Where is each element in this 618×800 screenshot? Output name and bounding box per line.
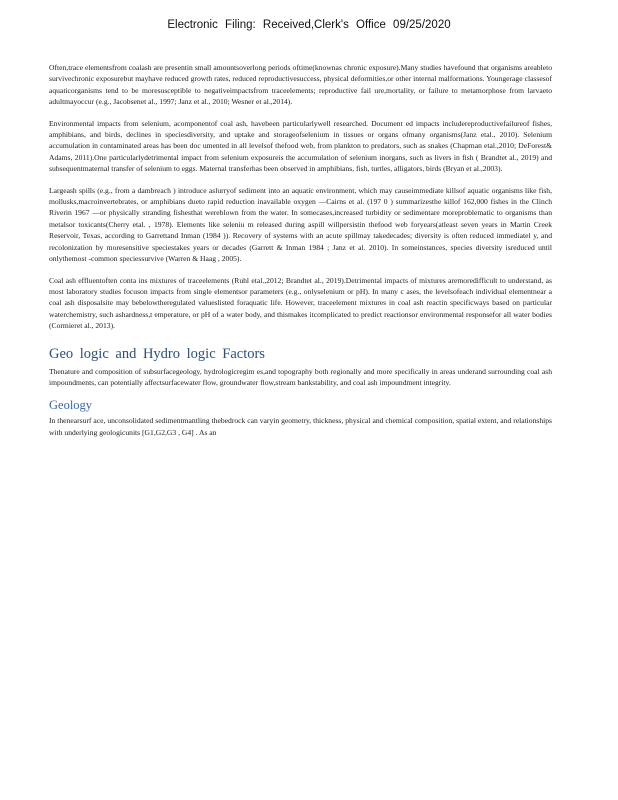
paragraph-selenium-impacts: Environmental impacts from selenium, acomponentof coal ash, havebeen particularlywell researched. Document ed impacts includereproductivefailureof fishes, amphibians, and birds, declines in speciesdiversity, and uptake and storageofselenium in tissues or organs ofmany organisms(Janz etal., 2010). Selenium accumulation in contaminated areas has been doc umented in all levelsof thefood web, from plankton to predators, such as snakes (Chapman etal.,2010; DeForest& Adams, 2011).One particularlydetrimental impact from selenium exposureis the accumulation of selenium inorgans, such as livers in fish ( Brandtet al., 2019) and subsequentmaternal transfer of selenium to eggs. Maternal transferhas been observed in amphibians, fish, turtles, alligators, birds (Bryan et al.,2003). — [49, 118, 552, 174]
paragraph-geology: In thenearsurf ace, unconsolidated sedimentmantling thebedrock can varyin geometry, thickness, physical and chemical composition, spatial extent, and relationships with underlying geologicunits [G1,G2,G3 , G4] . As an — [49, 416, 552, 437]
paragraph-ash-spills: Largeash spills (e.g., from a dambreach ) introduce aslurryof sediment into an aquatic environment, which may causeimmediate killsof aquatic organisms like fish, mollusks,macroinvertebrates, or amphibians dueto rapid reduction inavailable oxygen —Cairns et al. (197 0 ) summarizesthe killof 162,000 fishes in the Clinch Riverin 1967 —or physically stranding fishesthat wereblown from the water. In somecases,increased turbidity or sedimentare moreproblematic to organisms than metalsor toxicants(Cherry etal. , 1978). Elements like seleniu m released during aspill willpersistin thefood web foryears(atleast seven years in Martin Creek Reservoir, Texas, according to Garrettand Inman (1984 )). Recovery of systems with an acute spillmay takedecades; diversity is often reduced immediatel y, and recolonization by moresensitive speciestakes years or decades (Garrett & Inman 1984 ; Janz et al. 2010). In someinstances, species diversity isreduced until onlythemost -common speciessurvive (Warren & Haag , 2005). — [49, 185, 552, 264]
section-heading-geology: Geology — [49, 398, 93, 413]
paragraph-effluent-mixtures: Coal ash effluentoften conta ins mixtures of traceelements (Ruhl etal.,2012; Brandtet al., 2019).Detrimental impacts of mixtures aremoredifficult to understand, as most laboratory studies focuson impacts from single elementsor parameters (e.g., onlyselenium or pH). In many c ases, the levelsofeach individual elementnear a coal ash disposalsite may bebelowtheregulated valueslisted foraquatic life. However, traceelement mixtures in coal ash reactin specificways based on particular waterchemistry, such ashardness,t emperature, or pH of a water body, and thismakes itcomplicated to predict reactionsor environmental responsefor all water bodies (Cormieret al., 2013). — [49, 275, 552, 331]
paragraph-chronic-exposure: Often,trace elementsfrom coalash are presentin small amountsoverlong periods oftime(knownas chronic exposure).Many studies havefound that organisms areableto survivechronic exposurebut mayhave reduced growth rates, reduced reproductivesuccess, physical deformities,or other internal malformations. Youngerage classesof aquaticorganisms tend to be moresusceptible to negativeimpactsfrom traceelements; reproductive fail ure,mortality, or failure to metamorphose from larvaeto adultmayoccur (e.g., Jacobsenet al., 1997; Janz et al., 2010; Wesner et al.,2014). — [49, 63, 552, 107]
paragraph-geologic-factors: Thenature and composition of subsurfacegeology, hydrologicregim es,and topography both regionally and more specifically in areas underand surrounding coal ash impoundments, can potentially affectsurfacewater flow, groundwater flow,stream bankstability, and coal ash impoundment integrity. — [49, 366, 552, 387]
filing-header: Electronic Filing: Received,Clerk's Office 09/25/2020 — [167, 19, 451, 31]
section-heading-geologic-hydrologic: Geo logic and Hydro logic Factors — [49, 345, 265, 362]
document-body — [49, 62, 552, 448]
